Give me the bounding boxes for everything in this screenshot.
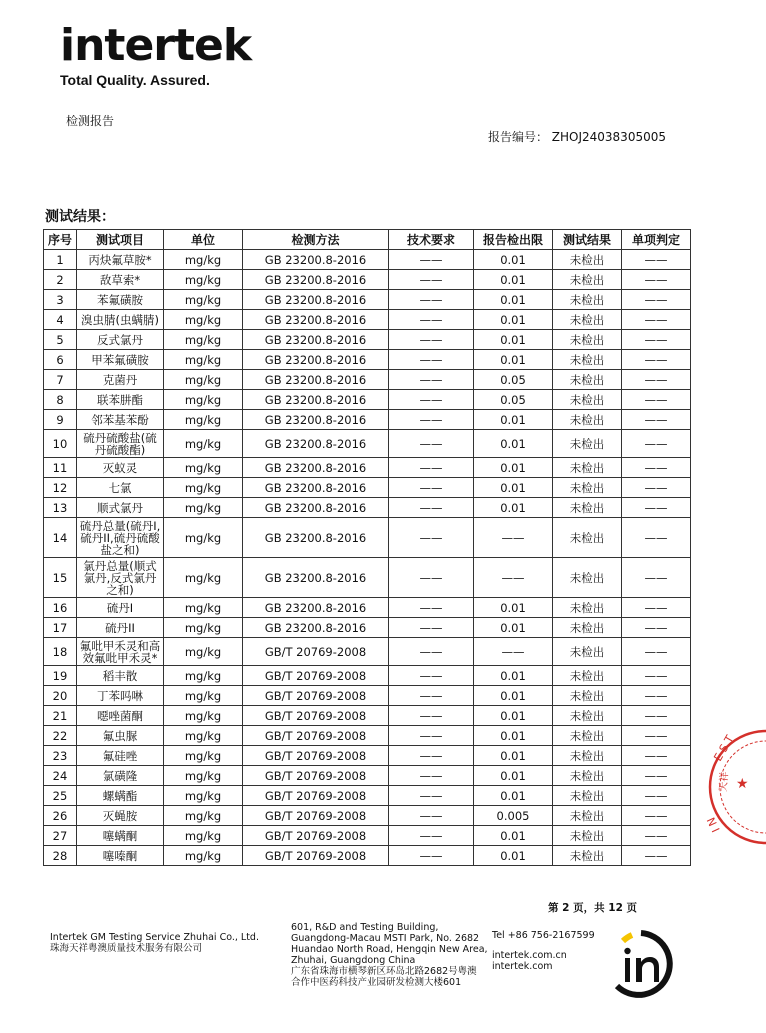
section-title: 测试结果： [45,209,115,225]
result-cell: 未检出 [553,558,622,598]
test-item-cell: 丁苯吗啉 [77,686,164,706]
judgement-cell: —— [622,806,691,826]
unit-cell: mg/kg [164,638,243,666]
detection-limit-cell: 0.01 [474,330,553,350]
test-item-cell: 顺式氯丹 [77,498,164,518]
test-item-cell: 噻螨酮 [77,826,164,846]
detection-limit-cell: 0.01 [474,430,553,458]
result-cell: 未检出 [553,478,622,498]
unit-cell: mg/kg [164,846,243,866]
row-index-cell: 18 [44,638,77,666]
requirement-cell: —— [389,370,474,390]
table-row [44,618,691,638]
detection-limit-cell: 0.05 [474,370,553,390]
address-line: 合作中医药科技产业园研发检测大楼601 [291,977,462,988]
detection-limit-cell: 0.01 [474,666,553,686]
unit-cell: mg/kg [164,518,243,558]
detection-limit-cell: 0.01 [474,846,553,866]
row-index-cell: 21 [44,706,77,726]
table-row [44,498,691,518]
test-item-cell: 邻苯基苯酚 [77,410,164,430]
row-index-cell: 27 [44,826,77,846]
unit-cell: mg/kg [164,330,243,350]
test-item-cell: 硫丹I [77,598,164,618]
judgement-cell: —— [622,686,691,706]
judgement-cell: —— [622,410,691,430]
result-cell: 未检出 [553,638,622,666]
method-cell: GB/T 20769-2008 [243,706,389,726]
method-cell: GB 23200.8-2016 [243,478,389,498]
row-index-cell: 1 [44,250,77,270]
method-cell: GB/T 20769-2008 [243,846,389,866]
column-header: 测试结果 [553,230,622,250]
table-row [44,410,691,430]
unit-cell: mg/kg [164,618,243,638]
table-row [44,786,691,806]
address-line: Huandao North Road, Hengqin New Area, [291,944,488,955]
judgement-cell: —— [622,826,691,846]
table-row [44,806,691,826]
detection-limit-cell: 0.01 [474,310,553,330]
detection-limit-cell: 0.005 [474,806,553,826]
requirement-cell: —— [389,430,474,458]
method-cell: GB 23200.8-2016 [243,350,389,370]
result-cell: 未检出 [553,370,622,390]
method-cell: GB/T 20769-2008 [243,686,389,706]
judgement-cell: —— [622,290,691,310]
detection-limit-cell: —— [474,638,553,666]
table-row [44,846,691,866]
unit-cell: mg/kg [164,290,243,310]
result-cell: 未检出 [553,806,622,826]
result-cell: 未检出 [553,598,622,618]
detection-limit-cell: 0.01 [474,410,553,430]
method-cell: GB 23200.8-2016 [243,290,389,310]
address-line: 广东省珠海市横琴新区环岛北路2682号粤澳 [291,966,477,977]
judgement-cell: —— [622,430,691,458]
telephone: Tel +86 756-2167599 [492,930,595,941]
result-cell: 未检出 [553,350,622,370]
test-item-cell: 七氯 [77,478,164,498]
row-index-cell: 7 [44,370,77,390]
test-item-cell: 甲苯氟磺胺 [77,350,164,370]
column-header: 测试项目 [77,230,164,250]
result-cell: 未检出 [553,666,622,686]
unit-cell: mg/kg [164,706,243,726]
table-row [44,290,691,310]
result-cell: 未检出 [553,826,622,846]
unit-cell: mg/kg [164,310,243,330]
requirement-cell: —— [389,846,474,866]
detection-limit-cell: 0.01 [474,290,553,310]
table-row [44,726,691,746]
row-index-cell: 26 [44,806,77,826]
method-cell: GB/T 20769-2008 [243,806,389,826]
test-item-cell: 丙炔氟草胺* [77,250,164,270]
judgement-cell: —— [622,370,691,390]
result-cell: 未检出 [553,706,622,726]
table-row [44,250,691,270]
test-item-cell: 溴虫腈(虫螨腈) [77,310,164,330]
test-item-cell: 氟硅唑 [77,746,164,766]
table-row [44,370,691,390]
column-header: 报告检出限 [474,230,553,250]
judgement-cell: —— [622,390,691,410]
unit-cell: mg/kg [164,430,243,458]
judgement-cell: —— [622,786,691,806]
row-index-cell: 15 [44,558,77,598]
result-cell: 未检出 [553,618,622,638]
detection-limit-cell: 0.01 [474,618,553,638]
document-type-label: 检测报告 [66,114,115,128]
result-cell: 未检出 [553,270,622,290]
requirement-cell: —— [389,410,474,430]
detection-limit-cell: 0.01 [474,746,553,766]
method-cell: GB/T 20769-2008 [243,766,389,786]
test-item-cell: 苯氟磺胺 [77,290,164,310]
requirement-cell: —— [389,290,474,310]
company-name-en: Intertek GM Testing Service Zhuhai Co., Ltd. [50,932,259,943]
result-cell: 未检出 [553,310,622,330]
requirement-cell: —— [389,458,474,478]
method-cell: GB/T 20769-2008 [243,666,389,686]
detection-limit-cell: 0.01 [474,786,553,806]
test-item-cell: 联苯肼酯 [77,390,164,410]
test-item-cell: 克菌丹 [77,370,164,390]
test-item-cell: 反式氯丹 [77,330,164,350]
detection-limit-cell: 0.01 [474,598,553,618]
result-cell: 未检出 [553,518,622,558]
row-index-cell: 6 [44,350,77,370]
judgement-cell: —— [622,330,691,350]
detection-limit-cell: 0.05 [474,390,553,410]
table-row [44,686,691,706]
method-cell: GB 23200.8-2016 [243,310,389,330]
row-index-cell: 20 [44,686,77,706]
detection-limit-cell: —— [474,518,553,558]
requirement-cell: —— [389,518,474,558]
requirement-cell: —— [389,706,474,726]
result-cell: 未检出 [553,330,622,350]
intertek-in-circle-icon [605,928,677,1000]
row-index-cell: 14 [44,518,77,558]
detection-limit-cell: 0.01 [474,826,553,846]
judgement-cell: —— [622,846,691,866]
result-cell: 未检出 [553,766,622,786]
detection-limit-cell: 0.01 [474,706,553,726]
svg-text:天祥: 天祥 [718,771,731,793]
method-cell: GB/T 20769-2008 [243,826,389,846]
method-cell: GB 23200.8-2016 [243,330,389,350]
requirement-cell: —— [389,310,474,330]
result-cell: 未检出 [553,686,622,706]
website-link[interactable]: intertek.com [492,961,553,972]
judgement-cell: —— [622,310,691,330]
table-row [44,638,691,666]
table-row [44,746,691,766]
test-item-cell: 灭蚁灵 [77,458,164,478]
test-item-cell: 硫丹总量(硫丹I,硫丹II,硫丹硫酸盐之和) [77,518,164,558]
judgement-cell: —— [622,350,691,370]
result-cell: 未检出 [553,430,622,458]
test-item-cell: 灭蝇胺 [77,806,164,826]
method-cell: GB 23200.8-2016 [243,390,389,410]
method-cell: GB 23200.8-2016 [243,250,389,270]
judgement-cell: —— [622,666,691,686]
unit-cell: mg/kg [164,250,243,270]
svg-text:E S T: E S T [711,733,737,764]
result-cell: 未检出 [553,846,622,866]
column-header: 技术要求 [389,230,474,250]
result-cell: 未检出 [553,390,622,410]
result-cell: 未检出 [553,746,622,766]
method-cell: GB 23200.8-2016 [243,518,389,558]
unit-cell: mg/kg [164,786,243,806]
address-line: Zhuhai, Guangdong China [291,955,416,966]
row-index-cell: 22 [44,726,77,746]
method-cell: GB/T 20769-2008 [243,746,389,766]
website-cn-link[interactable]: intertek.com.cn [492,950,567,961]
footer-company [50,932,259,954]
judgement-cell: —— [622,458,691,478]
method-cell: GB/T 20769-2008 [243,638,389,666]
judgement-cell: —— [622,270,691,290]
results-table [43,229,691,866]
method-cell: GB 23200.8-2016 [243,430,389,458]
judgement-cell: —— [622,558,691,598]
brand-tagline: Total Quality. Assured. [60,72,210,88]
unit-cell: mg/kg [164,666,243,686]
test-item-cell: 螺螨酯 [77,786,164,806]
method-cell: GB 23200.8-2016 [243,498,389,518]
table-header-row [44,230,691,250]
method-cell: GB 23200.8-2016 [243,618,389,638]
test-item-cell: 噁唑菌酮 [77,706,164,726]
row-index-cell: 10 [44,430,77,458]
unit-cell: mg/kg [164,350,243,370]
test-item-cell: 氯丹总量(顺式氯丹,反式氯丹之和) [77,558,164,598]
column-header: 序号 [44,230,77,250]
detection-limit-cell: —— [474,558,553,598]
detection-limit-cell: 0.01 [474,458,553,478]
requirement-cell: —— [389,666,474,686]
row-index-cell: 5 [44,330,77,350]
result-cell: 未检出 [553,458,622,478]
svg-text:★: ★ [736,776,749,792]
requirement-cell: —— [389,618,474,638]
requirement-cell: —— [389,250,474,270]
row-index-cell: 11 [44,458,77,478]
unit-cell: mg/kg [164,806,243,826]
requirement-cell: —— [389,478,474,498]
address-line: Guangdong-Macau MSTI Park, No. 2682 [291,933,480,944]
table-row [44,330,691,350]
result-cell: 未检出 [553,250,622,270]
table-row [44,766,691,786]
result-cell: 未检出 [553,726,622,746]
test-item-cell: 氯磺隆 [77,766,164,786]
unit-cell: mg/kg [164,558,243,598]
method-cell: GB 23200.8-2016 [243,370,389,390]
unit-cell: mg/kg [164,370,243,390]
requirement-cell: —— [389,498,474,518]
judgement-cell: —— [622,726,691,746]
footer-address [291,922,488,988]
row-index-cell: 24 [44,766,77,786]
table-row [44,478,691,498]
table-row [44,458,691,478]
requirement-cell: —— [389,786,474,806]
judgement-cell: —— [622,250,691,270]
unit-cell: mg/kg [164,410,243,430]
result-cell: 未检出 [553,410,622,430]
method-cell: GB 23200.8-2016 [243,458,389,478]
detection-limit-cell: 0.01 [474,726,553,746]
row-index-cell: 9 [44,410,77,430]
requirement-cell: —— [389,598,474,618]
row-index-cell: 3 [44,290,77,310]
unit-cell: mg/kg [164,390,243,410]
row-index-cell: 17 [44,618,77,638]
row-index-cell: 19 [44,666,77,686]
judgement-cell: —— [622,766,691,786]
requirement-cell: —— [389,746,474,766]
unit-cell: mg/kg [164,598,243,618]
row-index-cell: 8 [44,390,77,410]
table-row [44,558,691,598]
unit-cell: mg/kg [164,746,243,766]
requirement-cell: —— [389,330,474,350]
unit-cell: mg/kg [164,498,243,518]
test-item-cell: 噻嗪酮 [77,846,164,866]
intertek-logo [60,20,252,88]
page-number: 第 2 页，共 12 页 [548,902,638,914]
company-seal-stamp [706,722,766,852]
detection-limit-cell: 0.01 [474,250,553,270]
test-item-cell: 氟虫脲 [77,726,164,746]
judgement-cell: —— [622,618,691,638]
row-index-cell: 12 [44,478,77,498]
judgement-cell: —— [622,518,691,558]
judgement-cell: —— [622,746,691,766]
brand-name: intertek [60,20,252,71]
judgement-cell: —— [622,638,691,666]
table-row [44,518,691,558]
unit-cell: mg/kg [164,686,243,706]
row-index-cell: 23 [44,746,77,766]
row-index-cell: 16 [44,598,77,618]
method-cell: GB/T 20769-2008 [243,786,389,806]
judgement-cell: —— [622,598,691,618]
requirement-cell: —— [389,686,474,706]
table-row [44,390,691,410]
requirement-cell: —— [389,390,474,410]
result-cell: 未检出 [553,786,622,806]
method-cell: GB 23200.8-2016 [243,558,389,598]
detection-limit-cell: 0.01 [474,498,553,518]
table-row [44,706,691,726]
company-name-cn: 珠海天祥粤澳质量技术服务有限公司 [50,943,203,954]
table-row [44,310,691,330]
row-index-cell: 2 [44,270,77,290]
svg-text:I N: I N [704,815,723,835]
column-header: 单项判定 [622,230,691,250]
table-row [44,826,691,846]
unit-cell: mg/kg [164,766,243,786]
judgement-cell: —— [622,706,691,726]
unit-cell: mg/kg [164,478,243,498]
requirement-cell: —— [389,558,474,598]
requirement-cell: —— [389,638,474,666]
row-index-cell: 25 [44,786,77,806]
test-item-cell: 稻丰散 [77,666,164,686]
requirement-cell: —— [389,270,474,290]
address-line: 601, R&D and Testing Building, [291,922,439,933]
unit-cell: mg/kg [164,270,243,290]
requirement-cell: —— [389,806,474,826]
detection-limit-cell: 0.01 [474,478,553,498]
row-index-cell: 4 [44,310,77,330]
table-row [44,598,691,618]
table-row [44,270,691,290]
method-cell: GB/T 20769-2008 [243,726,389,746]
judgement-cell: —— [622,498,691,518]
judgement-cell: —— [622,478,691,498]
unit-cell: mg/kg [164,826,243,846]
table-row [44,666,691,686]
method-cell: GB 23200.8-2016 [243,598,389,618]
result-cell: 未检出 [553,498,622,518]
detection-limit-cell: 0.01 [474,686,553,706]
requirement-cell: —— [389,766,474,786]
requirement-cell: —— [389,350,474,370]
test-item-cell: 氟吡甲禾灵和高效氟吡甲禾灵* [77,638,164,666]
requirement-cell: —— [389,826,474,846]
column-header: 检测方法 [243,230,389,250]
footer-contact [492,930,595,972]
report-number: 报告编号： ZHOJ24038305005 [487,130,666,144]
row-index-cell: 13 [44,498,77,518]
unit-cell: mg/kg [164,458,243,478]
unit-cell: mg/kg [164,726,243,746]
detection-limit-cell: 0.01 [474,270,553,290]
table-row [44,430,691,458]
test-item-cell: 硫丹II [77,618,164,638]
test-item-cell: 硫丹硫酸盐(硫丹硫酸酯) [77,430,164,458]
table-row [44,350,691,370]
detection-limit-cell: 0.01 [474,766,553,786]
method-cell: GB 23200.8-2016 [243,270,389,290]
row-index-cell: 28 [44,846,77,866]
requirement-cell: —— [389,726,474,746]
method-cell: GB 23200.8-2016 [243,410,389,430]
detection-limit-cell: 0.01 [474,350,553,370]
result-cell: 未检出 [553,290,622,310]
column-header: 单位 [164,230,243,250]
test-item-cell: 敌草索* [77,270,164,290]
